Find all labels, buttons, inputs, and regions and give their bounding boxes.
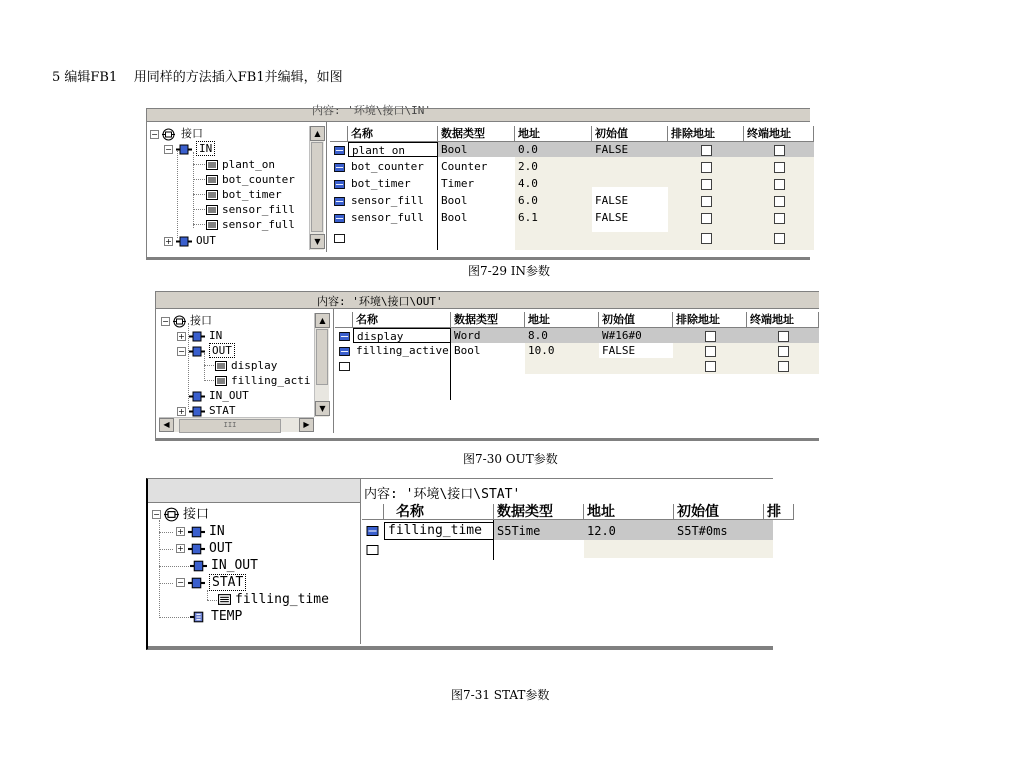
column-header-name[interactable]: 名称 [348,126,438,142]
parameter-item-icon [339,332,350,341]
initial-cell[interactable]: FALSE [592,193,668,208]
parameter-item-icon [206,205,218,215]
empty-row-icon [334,234,345,243]
table-row[interactable] [335,328,353,343]
terminal-checkbox[interactable] [774,145,785,156]
column-header-exclude[interactable]: 排 [764,504,794,520]
tree-label: IN [209,524,225,539]
scroll-thumb[interactable] [311,142,323,232]
type-cell[interactable]: Counter [441,160,488,173]
parameter-item-icon [334,197,345,206]
column-header-type[interactable]: 数据类型 [451,312,525,328]
initial-cell[interactable] [592,159,668,174]
address-cell: 0.0 [518,143,538,156]
tree-label: filling_acti [231,374,311,387]
screenshot-stat-params [146,478,781,650]
content-path-bar [146,104,810,122]
initial-cell[interactable]: FALSE [592,210,668,225]
tree-node-in[interactable] [176,523,225,540]
type-cell[interactable]: Word [454,329,481,342]
parameter-group-icon [189,391,205,402]
name-cell[interactable]: filling_time [384,522,494,540]
address-cell: 6.1 [518,211,538,224]
tree-node-temp[interactable] [190,608,242,625]
empty-row-icon [339,362,350,371]
screenshot-in-params [146,104,810,260]
parameter-item-icon [334,180,345,189]
exclude-checkbox[interactable] [701,162,712,173]
parameter-group-icon [188,543,205,555]
parameter-item-icon [206,160,218,170]
content-path-title: 内容: '环境\接口\IN' [312,104,431,117]
address-cell: 10.0 [528,344,555,357]
collapse-toggle[interactable]: − [177,578,184,587]
table-row[interactable] [330,176,348,191]
terminal-checkbox[interactable] [778,361,789,372]
new-row[interactable] [330,230,348,245]
interface-tree[interactable] [150,504,360,644]
table-row[interactable] [330,210,348,225]
tree-label: OUT [209,541,233,556]
name-cell[interactable]: bot_timer [351,177,411,190]
screenshot-out-params [155,291,819,441]
content-path-bar [155,291,819,309]
tree-horizontal-scrollbar[interactable] [159,417,314,432]
parameter-table [362,504,781,644]
scroll-down-button[interactable]: ▼ [315,401,330,416]
tree-label: sensor_fill [222,203,295,216]
collapse-toggle[interactable]: − [153,510,160,519]
tree-label: IN [209,329,223,342]
column-header-address[interactable]: 地址 [584,504,674,520]
parameter-item-icon [334,214,345,223]
tree-node-out[interactable] [177,343,235,358]
tree-node-in-out[interactable] [189,388,249,403]
column-header-address[interactable]: 地址 [515,126,592,142]
tree-node-stat[interactable] [177,403,236,418]
parameter-group-icon [190,611,207,623]
tree-vertical-scrollbar[interactable] [314,313,329,417]
name-cell[interactable]: filling_active [356,344,449,357]
parameter-item-icon [218,594,231,605]
tree-leaf[interactable] [206,172,295,187]
tree-leaf[interactable] [215,358,277,373]
tree-label: sensor_full [222,218,295,231]
exclude-checkbox[interactable] [701,233,712,244]
column-header-type[interactable]: 数据类型 [438,126,515,142]
tree-label: OUT [209,343,235,358]
scroll-down-button[interactable]: ▼ [310,234,325,249]
expand-toggle[interactable]: + [177,527,184,536]
tree-node-root[interactable] [161,313,212,328]
table-row[interactable] [362,522,384,540]
exclude-checkbox[interactable] [705,331,716,342]
scroll-up-button[interactable]: ▲ [315,313,330,328]
address-cell: 2.0 [518,160,538,173]
figure-caption: 图7-31 STAT参数 [451,688,550,702]
interface-tree[interactable] [157,311,333,431]
tree-label: STAT [209,574,246,591]
tree-node-in-out[interactable] [190,557,258,574]
tree-leaf[interactable] [206,187,282,202]
terminal-checkbox[interactable] [774,179,785,190]
exclude-checkbox[interactable] [701,196,712,207]
column-header-type[interactable]: 数据类型 [494,504,584,520]
tree-label: TEMP [211,609,243,624]
table-row[interactable] [335,343,353,358]
section-heading: 5 编辑FB1 用同样的方法插入FB1并编辑，如图 [52,70,343,85]
exclude-checkbox[interactable] [701,145,712,156]
interface-tree[interactable] [148,124,328,252]
parameter-group-icon [189,406,205,417]
initial-cell[interactable]: FALSE [595,143,629,156]
name-cell[interactable]: bot_counter [351,160,424,173]
column-header-initial[interactable]: 初始值 [599,312,673,328]
parameter-table [330,126,810,250]
column-header-name[interactable]: 名称 [384,504,494,520]
tree-label: bot_counter [222,173,295,186]
parameter-item-icon [215,376,227,386]
tree-label: 接口 [183,507,210,522]
expand-toggle[interactable]: + [178,406,185,416]
exclude-checkbox[interactable] [705,346,716,357]
tree-node-in[interactable] [164,141,215,156]
tree-leaf[interactable] [215,373,310,388]
column-header-icon [335,312,353,328]
parameter-item-icon [334,146,345,155]
tree-node-out[interactable] [176,540,232,557]
parameter-group-icon [189,346,205,357]
tree-label: filling_time [235,592,329,607]
tree-leaf[interactable] [206,217,295,232]
table-row[interactable] [330,159,348,174]
collapse-toggle[interactable]: − [151,129,158,139]
initial-cell[interactable]: W#16#0 [602,329,642,342]
parameter-group-icon [188,577,205,589]
tree-node-root[interactable] [150,126,205,141]
tree-label: 接口 [190,314,212,327]
tree-node-root[interactable] [152,506,209,523]
name-cell[interactable]: sensor_full [351,211,424,224]
tree-label: IN [196,141,215,156]
collapse-toggle[interactable]: − [165,144,172,154]
column-header-icon [362,504,384,520]
parameter-item-icon [339,347,350,356]
content-path-title: 内容: '环境\接口\OUT' [317,295,443,308]
terminal-checkbox[interactable] [774,196,785,207]
scroll-thumb[interactable]: III [179,419,281,433]
exclude-checkbox[interactable] [701,179,712,190]
interface-globe-icon [164,507,179,522]
parameter-item-icon [334,163,345,172]
address-cell: 8.0 [528,329,548,342]
tree-label: plant_on [222,158,275,171]
parameter-group-icon [176,236,192,247]
terminal-checkbox[interactable] [778,346,789,357]
scroll-up-button[interactable]: ▲ [310,126,325,141]
table-row[interactable] [330,193,348,208]
name-cell[interactable]: plant_on [348,142,438,157]
new-row[interactable] [362,542,384,557]
type-cell[interactable]: Timer [441,177,475,190]
address-cell: 12.0 [587,524,616,538]
tree-label: IN_OUT [211,558,258,573]
tree-vertical-scrollbar[interactable] [309,126,324,250]
parameter-group-icon [189,331,205,342]
table-row[interactable] [330,142,348,157]
terminal-checkbox[interactable] [774,213,785,224]
parameter-group-icon [176,144,192,155]
collapse-toggle[interactable]: − [162,316,169,326]
parameter-item-icon [206,190,218,200]
initial-cell[interactable]: S5T#0ms [677,524,728,538]
collapse-toggle[interactable]: − [178,346,185,356]
new-row[interactable] [335,358,353,373]
name-cell[interactable]: sensor_fill [351,194,424,207]
column-header-terminal[interactable]: 终端地址 [747,312,819,328]
initial-cell[interactable] [592,176,668,191]
initial-cell[interactable]: FALSE [602,344,636,357]
tree-leaf[interactable] [218,591,329,608]
terminal-checkbox[interactable] [774,233,785,244]
tree-label: STAT [209,404,236,417]
column-header-initial[interactable]: 初始值 [592,126,668,142]
parameter-table [335,312,819,430]
content-path-title: 内容: '环境\接口\STAT' [364,487,521,502]
empty-row-icon [366,545,379,555]
name-cell[interactable]: display [353,328,451,343]
column-header-exclude[interactable]: 排除地址 [668,126,744,142]
figure-caption: 图7-30 OUT参数 [463,452,558,466]
column-header-icon [330,126,348,142]
parameter-item-icon [206,175,218,185]
column-header-address[interactable]: 地址 [525,312,599,328]
expand-toggle[interactable]: + [177,544,184,553]
tree-node-out[interactable] [164,233,216,248]
scroll-thumb[interactable] [316,329,328,385]
column-header-exclude[interactable]: 排除地址 [673,312,747,328]
type-cell[interactable]: Bool [454,344,481,357]
tree-label: bot_timer [222,188,282,201]
terminal-checkbox[interactable] [774,162,785,173]
type-cell[interactable]: Bool [441,143,468,156]
parameter-group-icon [188,526,205,538]
exclude-checkbox[interactable] [701,213,712,224]
address-cell: 6.0 [518,194,538,207]
parameter-item-icon [215,361,227,371]
parameter-item-icon [206,220,218,230]
tree-leaf[interactable] [206,202,295,217]
tree-label: IN_OUT [209,389,249,402]
address-cell: 4.0 [518,177,538,190]
expand-toggle[interactable]: + [178,331,185,341]
type-cell[interactable]: Bool [441,211,468,224]
interface-globe-icon [173,315,186,328]
scroll-right-button[interactable]: ▶ [299,418,314,432]
column-header-initial[interactable]: 初始值 [674,504,764,520]
tree-leaf[interactable] [206,157,275,172]
terminal-checkbox[interactable] [778,331,789,342]
interface-globe-icon [162,128,175,141]
figure-caption: 图7-29 IN参数 [468,264,551,278]
tree-node-stat[interactable] [176,574,246,591]
type-cell[interactable]: Bool [441,194,468,207]
tree-label: OUT [196,234,216,247]
column-header-name[interactable]: 名称 [353,312,451,328]
type-cell[interactable]: S5Time [497,524,541,538]
scroll-left-button[interactable]: ◀ [159,418,174,432]
parameter-group-icon [190,560,207,572]
expand-toggle[interactable]: + [165,236,172,246]
parameter-item-icon [366,526,379,536]
tree-node-in[interactable] [177,328,222,343]
column-header-terminal[interactable]: 终端地址 [744,126,814,142]
exclude-checkbox[interactable] [705,361,716,372]
tree-label: 接口 [181,127,203,140]
tree-label: display [231,359,278,372]
